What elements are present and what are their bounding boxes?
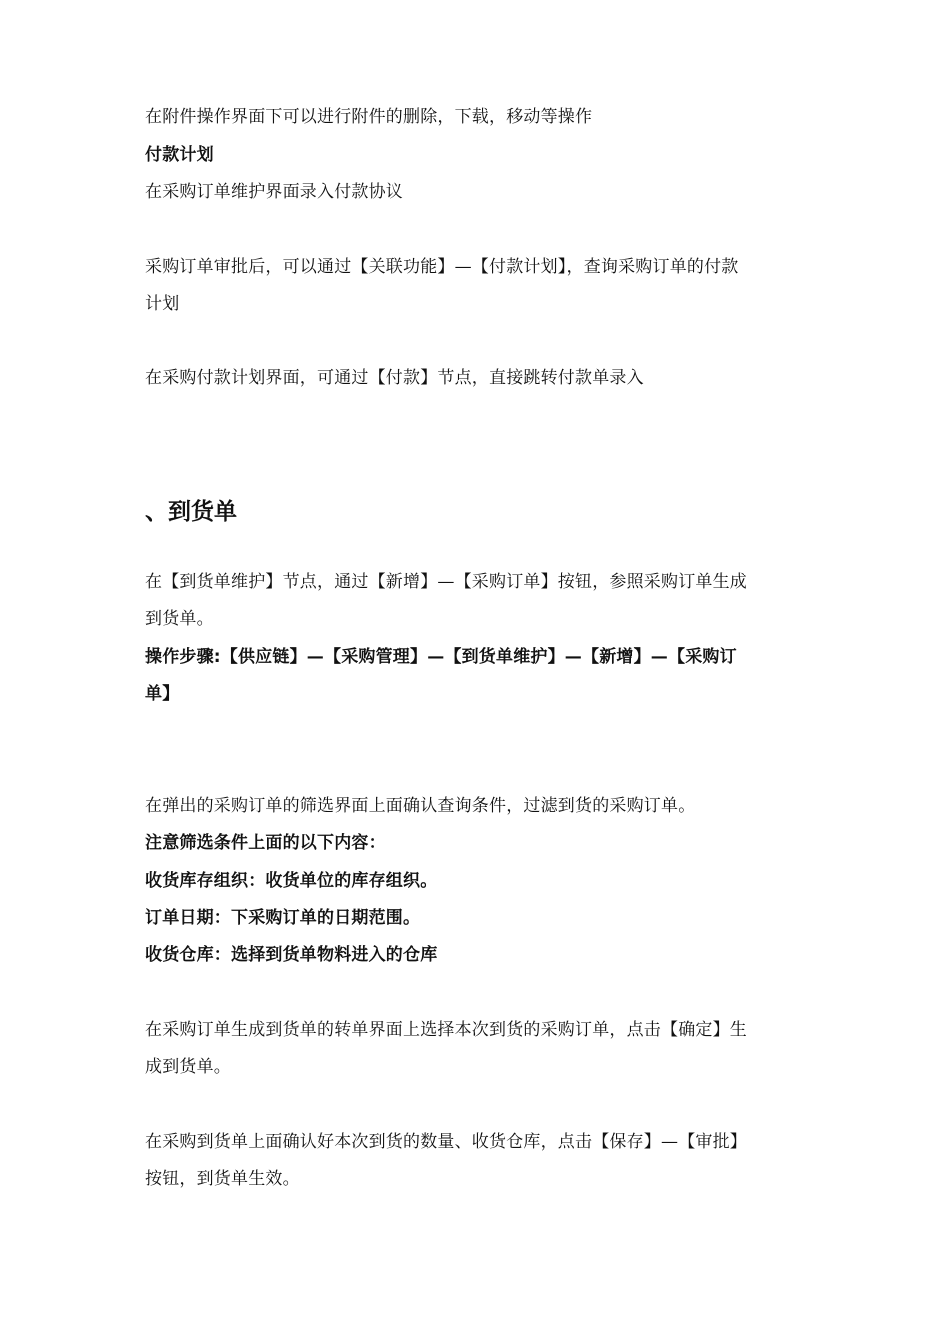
paragraph-convert-line1: 在采购订单生成到货单的转单界面上选择本次到货的采购订单，点击【确定】生 [145,1020,747,1040]
filter-note: 注意筛选条件上面的以下内容： [145,833,386,853]
paragraph-attachment-operations: 在附件操作界面下可以进行附件的删除，下载，移动等操作 [145,107,593,127]
paragraph-payment-query-line2: 计划 [145,294,180,314]
operation-steps-line2: 单】 [145,684,180,704]
paragraph-payment-query-line1: 采购订单审批后，可以通过【关联功能】—【付款计划】，查询采购订单的付款 [145,257,739,277]
paragraph-filter-intro: 在弹出的采购订单的筛选界面上面确认查询条件，过滤到货的采购订单。 [145,796,696,816]
paragraph-payment-entry: 在采购订单维护界面录入付款协议 [145,182,403,202]
paragraph-convert-line2: 成到货单。 [145,1057,231,1077]
filter-order-date: 订单日期：下采购订单的日期范围。 [145,908,421,928]
paragraph-confirm-line1: 在采购到货单上面确认好本次到货的数量、收货仓库，点击【保存】—【审批】 [145,1132,747,1152]
operation-steps-line1: 操作步骤:【供应链】—【采购管理】—【到货单维护】—【新增】—【采购订 [145,647,737,667]
paragraph-confirm-line2: 按钮，到货单生效。 [145,1169,300,1189]
heading-arrival-note: 、到货单 [145,499,237,525]
paragraph-arrival-intro-line2: 到货单。 [145,609,214,629]
paragraph-arrival-intro-line1: 在【到货单维护】节点，通过【新增】—【采购订单】按钮，参照采购订单生成 [145,572,747,592]
section-title-payment-plan: 付款计划 [145,145,214,165]
paragraph-payment-jump: 在采购付款计划界面，可通过【付款】节点，直接跳转付款单录入 [145,368,644,388]
filter-receiving-org: 收货库存组织：收货单位的库存组织。 [145,871,438,891]
filter-receiving-warehouse: 收货仓库：选择到货单物料进入的仓库 [145,945,438,965]
